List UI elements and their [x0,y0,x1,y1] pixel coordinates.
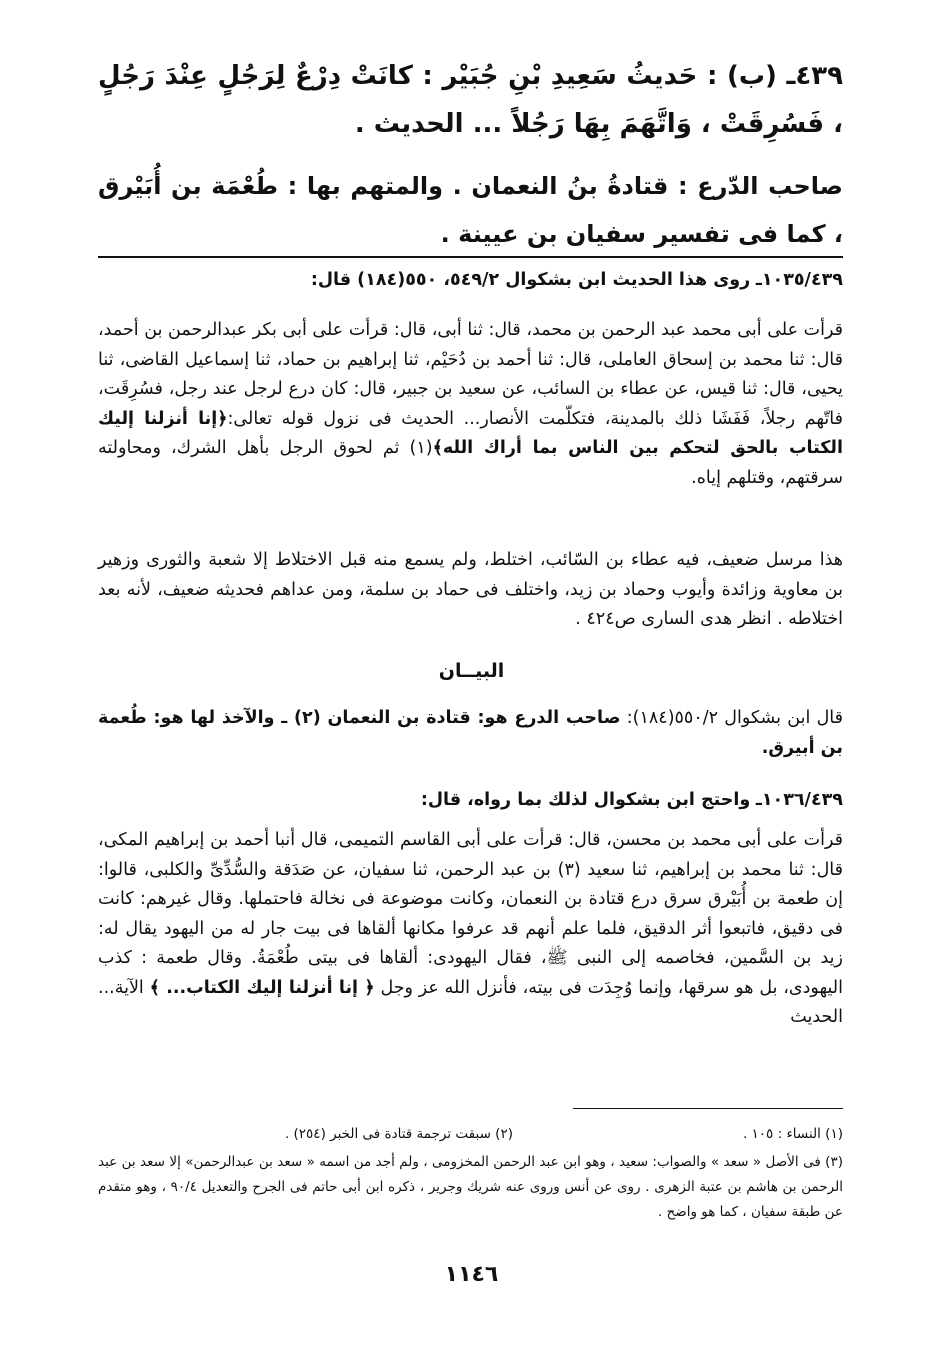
hadith-heading: ٤٣٩ـ (ب) : حَديثُ سَعِيدِ بْنِ جُبَيْر : كانَتْ دِرْعٌ لِرَجُلٍ عِنْدَ رَجُلٍ ، فَسُرِقَتْ ، وَاتَّهَمَ بِهَا رَجُلاً ... الحديث . [98,61,843,139]
reference-heading-text: واحتج ابن بشكوال لذلك بما رواه، قال: [420,790,751,810]
footnote-3: (٣) فى الأصل « سعد » والصواب: سعيد ، وهو ابن عبد الرحمن المخزومى ، ولم أجد من اسمه « سعد بن عبدالرحمن» إلا سعد بن عبد الرحمن بن هاشم بن عتبة الزهرى . روى عن أنس وروى عنه شريك وجرير ، ذكره ابن أبى حاتم فى الجرح والتعديل ٩٠/٤ ، وهو متقدم عن طبقة سفيان ، كما هو واضح . [98,1154,843,1220]
section-divider [98,256,843,258]
reference-1036-text [98,826,843,1033]
bayan-statement: صاحب الدرع هو: قتادة بن النعمان (٢) ـ والآخذ لها هو: طُعمة بن أبيرق. [98,708,843,758]
reference-1035-heading [98,266,843,296]
bayan-paragraph [98,704,843,763]
reference-1035-text [98,316,843,493]
reference-number: ١٠٣٦/٤٣٩ـ [755,790,843,810]
footnote-1: (١) النساء : ١٠٥ . [742,1126,843,1142]
bayan-source: قال ابن بشكوال ٥٥٠/٢(١٨٤): [626,708,844,728]
quran-verse: ﴿إنا أنزلنا إليك الكتاب بالحق لتحكم بين الناس بما أراك الله﴾ [98,408,843,458]
reference-number: ١٠٣٥/٤٣٩ـ [755,270,843,290]
owner-statement: صاحب الدّرع : قتادةُ بنُ النعمان . والمتهم بها : طُعْمَة بن أُبَيْرق ، كما فى تفسير سفيان بن عيينة . [98,172,843,248]
reference-1035-commentary: هذا مرسل ضعيف، فيه عطاء بن السّائب، اختلط، ولم يسمع منه قبل الاختلاط إلا شعبة والثورى وزهير بن معاوية وزائدة وأيوب وحماد بن زيد، واختلف فى حماد بن سلمة، ومن عداهم فحديثه ضعيف، لأنه بعد اختلاطه . انظر هدى السارى ص٤٢٤ . [98,550,843,629]
isnad-text: قرأت على أبى محمد عبد الرحمن بن محمد، قال: ثنا أبى، قال: قرأت على أبى بكر عبدالرحمن بن أحمد، قال: ثنا محمد بن إسحاق العاملى، قال: ثنا أحمد بن دُحَيْم، ثنا إبراهيم بن حماد، ثنا إسماعيل القاضى، ثنا يحيى، قال: ثنا قيس، عن عطاء بن السائب، عن سعيد بن جبير، قال: كان درع لرجل عند رجل، فسُرِقَت، فاتّهم رجلاً، فَفَشَا ذلك بالمدينة، فتكلّمت الأنصار... الحديث فى نزول قوله تعالى: [98,320,843,429]
footnote-2: (٢) سبقت ترجمة قتادة فى الخبر (٢٥٤) . [284,1126,513,1142]
narration-text-tail: الآية... الحديث [98,977,843,1027]
reference-heading-text: روى هذا الحديث ابن بشكوال ٥٤٩/٢، ٥٥٠(١٨٤) قال: [310,270,751,290]
quran-verse: ﴿ إنا أنزلنا إليك الكتاب... ﴾ [149,977,375,998]
footnotes-row [98,1122,843,1147]
reference-1036-heading [98,786,843,816]
section-title: البيــان [438,660,505,682]
narration-text: قرأت على أبى محمد بن محسن، قال: قرأت على أبى القاسم التميمى، قال أنبا أحمد بن إبراهيم المكى، قال: ثنا محمد بن إبراهيم، ثنا سعيد (٣) بن عبد الرحمن، ثنا سفيان، عن صَدَقة والسُّدِّىِّ والكلبى، قالوا: إن طعمة بن أُبَيْرق سرق درع قتادة بن النعمان، وكانت موضوعة فى نخالة فاحتملها. وقال غيرهم: كانت فى دقيق، فاتبعوا أثر الدقيق، فلما علم أنهم قد عرفوا مكانها ألقاها فى بيت جار له من اليهود يقال له: زيد بن السَّمين، فخاصمه إلى النبى ﷺ، فقال اليهودى: ألقاها فى بيتى طُعْمَةُ. وقال طعمة : كذب اليهودى، بل هو سرقها، وإنما وُجِدَت فى بيته، فأنزل الله عز وجل [98,830,843,998]
footnote-divider [573,1108,843,1109]
page-number: ١١٤٦ [444,1262,499,1287]
isnad-text-tail: (١) ثم لحوق الرجل بأهل الشرك، ومحاولته سرقتهم، وقتلهم إياه. [98,438,843,488]
